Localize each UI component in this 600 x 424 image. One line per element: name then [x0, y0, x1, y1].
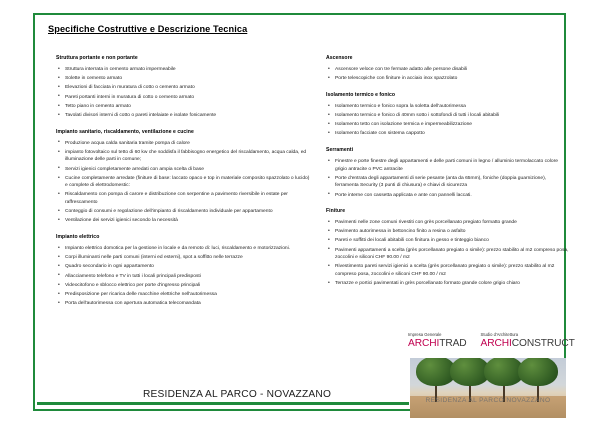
spec-list: [56, 140, 312, 226]
logo-wordmark-prefix: ARCHI: [408, 337, 440, 349]
bottom-rule-right: [327, 402, 409, 405]
spec-list: [326, 66, 569, 83]
photo-caption: RESIDENZA AL PARCO NOVAZZANO: [425, 397, 551, 404]
list-item: • Pavimenti nelle zone comuni rivestiti con grès porcellanato pregiato formatto grande: [326, 219, 569, 227]
project-photo: [410, 358, 566, 418]
section-heading: Struttura portante e non portante: [56, 55, 138, 61]
list-item: • Allacciamento telefono e TV in tutti i locali principali predisposti: [56, 273, 312, 281]
list-item: • Isolamento tetto con isolazione termica e impermeabilizzazione: [326, 121, 569, 129]
list-item: • Tetto piano in cemento armato: [56, 103, 312, 111]
section: [326, 208, 569, 288]
list-item: • Rivestimento pareti servizi igienici a scelta (grès porcellanato pregiato o simile): prezzo stabilito al m2 compreso posa, zoccolini e siliconi CHF 90.00 / m2: [326, 263, 569, 278]
spec-list: [56, 245, 312, 308]
list-item: • Cucine completamente arredate (finiture di base: laccato opaco e top in materiale composito spazzolato o lucido) e complete di elettrodomestic:: [56, 175, 312, 190]
logo-subtitle: Studio d'Architettura: [480, 332, 519, 337]
list-item: • Ventilazione dei servizi igienici secondo la necessità: [56, 217, 312, 225]
logo-wordmark: [481, 339, 575, 349]
list-item: • Solette in cemento armato: [56, 75, 312, 83]
section: [56, 55, 312, 120]
section: [56, 234, 312, 308]
list-item: • Conteggio di consumi e regolazione dell'impianto di riscaldamento individuale per appartamento: [56, 208, 312, 216]
section: [326, 147, 569, 199]
list-item: • Isolamento termico e fonico di 40mm sotto i sottofondi di tutti i locali abitabili: [326, 112, 569, 120]
list-item: • Riscaldamento con pompa di carore e distribuzione con serpentine a pavimento riversibile in estate per raffrescamento: [56, 191, 312, 206]
section: [326, 55, 569, 83]
logo-wordmark: [408, 339, 467, 349]
list-item: • Quadro secondario in ogni appartamento: [56, 263, 312, 271]
list-item: • Porte d'entrata degli appartamenti di serie pesante (anta da 65mm), foniche (doppia guarnizione), ferramenta Security (3 punti di chiusura) e chiavi di sicurezza: [326, 175, 569, 190]
section-heading: Isolamento termico e fonico: [326, 91, 395, 98]
list-item: • Corpi illuminanti nelle parti comuni (interni ed esterni), spot a soffitto nelle terrazze: [56, 254, 312, 262]
list-item: • Elevazioni di facciata in muratura di cotto o cemento armato: [56, 84, 312, 92]
list-item: • Servizi igienici completamente arredati con ampia scelta di base: [56, 166, 312, 174]
bottom-project-title: RESIDENZA AL PARCO - NOVAZZANO: [143, 389, 332, 400]
list-item: • Porte interne con cassetta applicata e ante con pannelli laccati.: [326, 192, 569, 200]
list-item: • Pavimento autorimessa in bettoncino finito a resina o asfalto: [326, 228, 569, 236]
list-item: • Tavolati divisori interni di cotto o pareti intelaiate e isolate fonicamente: [56, 112, 312, 120]
spec-list: [326, 158, 569, 199]
section-heading: Serramenti: [326, 146, 354, 153]
list-item: • Finestre e porte finestre degli appartamenti e delle parti comuni in legno / alluminio termolaccato colore grigio antracite o PVC antracite: [326, 158, 569, 173]
list-item: • Predisposizione per ricarica delle macchine elettriche nell'autorimessa: [56, 291, 312, 299]
list-item: • impianto fotovoltaico sul tetto di 60 kw che soddisfa il fabbisogno energetico del riscaldamento, acqua calda, ed illuminazione delle parti in comune;: [56, 149, 312, 164]
left-column: [56, 55, 312, 317]
logo-wordmark-suffix: TRAD: [439, 337, 467, 349]
section: [326, 92, 569, 138]
list-item: • Isolamento termico e fonico sopra la soletta dell'autorimessa: [326, 103, 569, 111]
list-item: • Impianto elettrico domotica per la gestione in locale e da remoto di: luci, riscaldamento e motorizzazioni.: [56, 245, 312, 253]
list-item: • Porte telescopiche con finiture in acciaio inox spazzolato: [326, 75, 569, 83]
section-heading: Ascensore: [326, 55, 353, 61]
logo-subtitle: Impresa Generale: [408, 332, 442, 337]
list-item: • Pareti e soffitti dei locali abitabili con finitura in gesso e tinteggio bianco: [326, 237, 569, 245]
tree-icon: [518, 358, 558, 402]
list-item: • Porta dell'autorimessa con apertura automatica telecomandata: [56, 300, 312, 308]
bottom-rule-left: [37, 402, 327, 405]
logo-wordmark-suffix: CONSTRUCT: [511, 337, 575, 349]
section-heading: Impianto elettrico: [56, 234, 100, 241]
company-logo: [481, 333, 575, 349]
right-column: [326, 55, 569, 297]
list-item: • Videocitofono e sblocco elettrico per porte d'ingresso principali: [56, 282, 312, 290]
spec-list: [326, 219, 569, 288]
list-item: • Pareti portanti interni in muratura di cotto o cemento armato: [56, 94, 312, 102]
logo-wordmark-prefix: ARCHI: [480, 337, 512, 349]
page-title: Specifiche Costruttive e Descrizione Tecnica: [48, 24, 248, 34]
list-item: • Pavimenti appartamenti a scelta (grès porcellanato pregiato o simile): prezzo stabilito al m2 compreso posa, zoccolini e siliconi CHF 90.00 / m2: [326, 247, 569, 262]
section-heading: Impianto sanitario, riscaldamento, ventilazione e cucine: [56, 128, 194, 135]
spec-list: [326, 103, 569, 138]
list-item: • Isolamento facciate con sistema cappotto: [326, 130, 569, 138]
section-heading: Finiture: [326, 208, 346, 215]
list-item: • Produzione acqua calda sanitaria tramite pompa di calore: [56, 140, 312, 148]
logo-group: [408, 332, 575, 349]
spec-list: [56, 66, 312, 120]
list-item: • Ascensore veloce con tre fermate adatto alle persone disabili: [326, 66, 569, 74]
company-logo: [408, 333, 467, 349]
list-item: • Struttura interrata in cemento armato impermeabile: [56, 66, 312, 74]
section: [56, 129, 312, 226]
list-item: • Terrazze e portici pavimentati in grès porcellanato formato grande colore grigio chiaro: [326, 280, 569, 288]
